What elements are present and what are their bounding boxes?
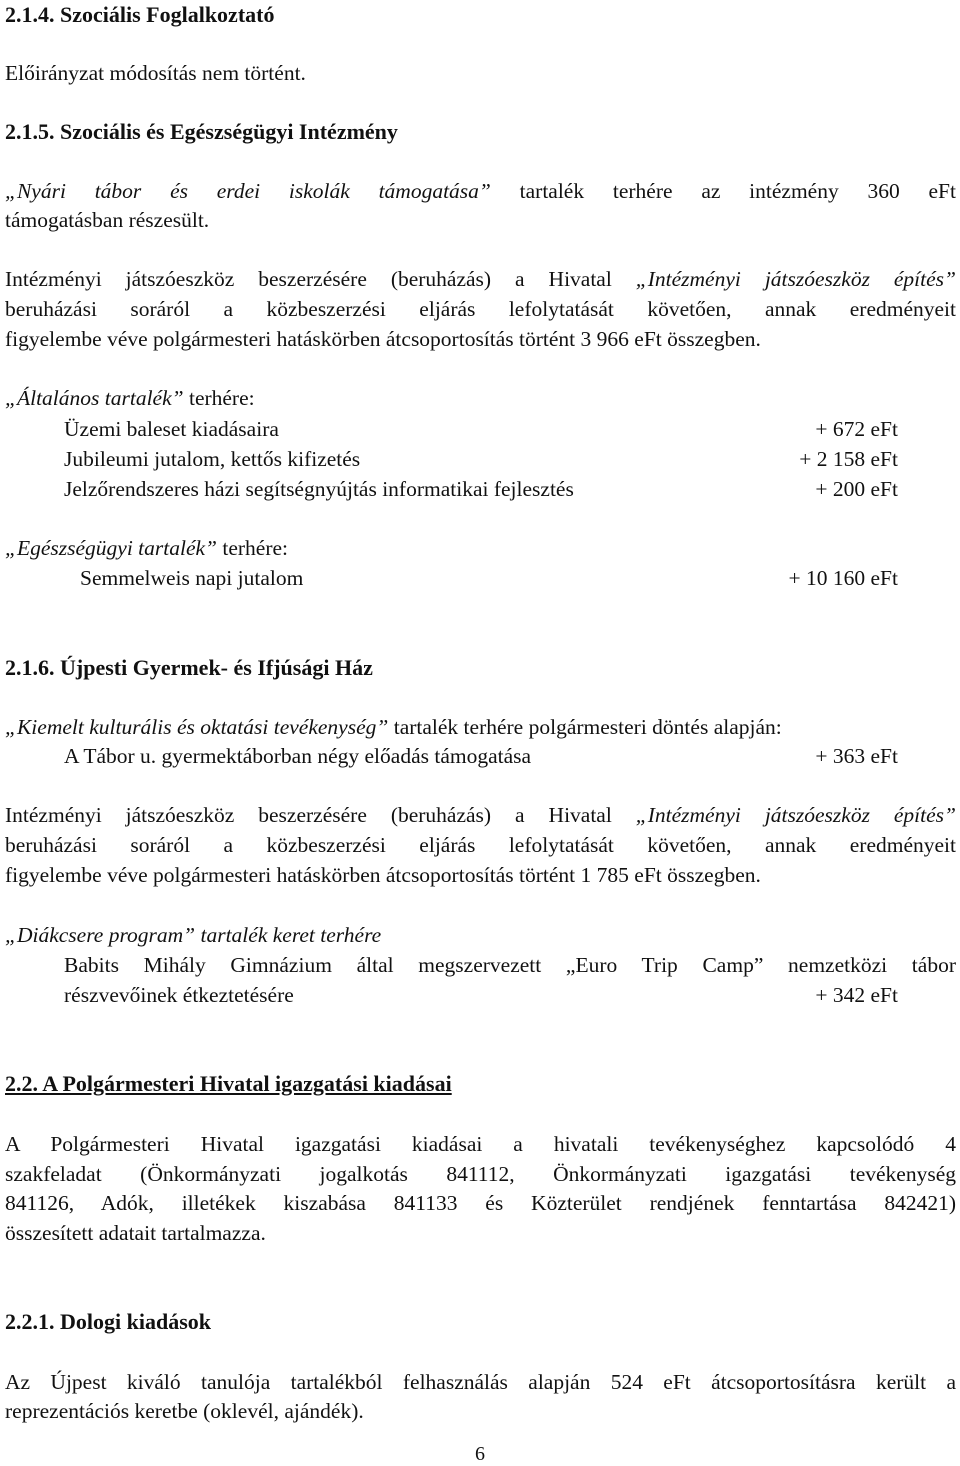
- paragraph-line: reprezentációs keretbe (oklevél, ajándék).: [5, 1399, 364, 1423]
- item-amount: + 10 160 eFt: [788, 566, 898, 590]
- reserve-heading: „Diákcsere program” tartalék keret terhére: [5, 923, 382, 947]
- item-amount: + 672 eFt: [815, 417, 898, 441]
- item-amount: + 2 158 eFt: [799, 447, 898, 471]
- reserve-heading: [5, 385, 255, 411]
- paragraph-line: figyelembe véve polgármesteri hatáskörben átcsoportosítás történt 3 966 eFt összegben.: [5, 327, 761, 351]
- item-label: Semmelweis napi jutalom: [80, 566, 304, 590]
- italic-reserve-name: „Egészségügyi tartalék”: [5, 536, 217, 560]
- item-label: Jubileumi jutalom, kettős kifizetés: [64, 447, 361, 471]
- paragraph-line: [5, 266, 956, 292]
- reserve-heading: [5, 535, 288, 561]
- text-run: Intézményi játszóeszköz beszerzésére (beruházás) a Hivatal: [5, 267, 636, 291]
- paragraph-line: támogatásban részesült.: [5, 208, 210, 232]
- paragraph-line: figyelembe véve polgármesteri hatáskörben átcsoportosítás történt 1 785 eFt összegben.: [5, 863, 761, 887]
- paragraph-line: beruházási soráról a közbeszerzési eljárás lefolytatását követően, annak eredményeit: [5, 297, 956, 321]
- paragraph-line: [5, 714, 782, 740]
- text-run: terhére:: [217, 536, 289, 560]
- item-amount: + 363 eFt: [815, 744, 898, 768]
- text-run: terhére:: [183, 386, 255, 410]
- item-label: Üzemi baleset kiadásaira: [64, 417, 279, 441]
- text-run: Intézményi játszóeszköz beszerzésére (beruházás) a Hivatal: [5, 803, 636, 827]
- italic-budget-line: „Intézményi játszóeszköz építés”: [635, 803, 957, 827]
- section-heading-2-2-1: 2.2.1. Dologi kiadások: [5, 1309, 211, 1334]
- item-label: részvevőinek étkeztetésére: [64, 983, 294, 1007]
- italic-reserve-name: „Általános tartalék”: [5, 386, 184, 410]
- page-number: 6: [475, 1443, 485, 1465]
- paragraph-line: összesített adatait tartalmazza.: [5, 1221, 266, 1245]
- paragraph-line: [5, 802, 956, 828]
- item-label: A Tábor u. gyermektáborban négy előadás támogatása: [64, 744, 532, 768]
- italic-budget-line: „Intézményi játszóeszköz építés”: [635, 267, 957, 291]
- item-amount: + 342 eFt: [815, 983, 898, 1007]
- paragraph-line: Az Újpest kiváló tanulója tartalékból felhasználás alapján 524 eFt átcsoportosításra került a: [5, 1370, 956, 1394]
- paragraph-line: 841126, Adók, illetékek kiszabása 841133 és Közterület rendjének fenntartása 842421): [5, 1191, 956, 1215]
- section-heading-2-2: 2.2. A Polgármesteri Hivatal igazgatási kiadásai: [5, 1071, 452, 1096]
- paragraph-2-1-4: Előirányzat módosítás nem történt.: [5, 61, 306, 85]
- section-heading-2-1-5: 2.1.5. Szociális és Egészségügyi Intézmény: [5, 119, 398, 144]
- italic-reserve-name: „Kiemelt kulturális és oktatási tevékenység”: [5, 715, 389, 739]
- text-run: tartalék terhére polgármesteri döntés alapján:: [388, 715, 782, 739]
- paragraph-line: szakfeladat (Önkormányzati jogalkotás 841112, Önkormányzati igazgatási tevékenység: [5, 1162, 956, 1186]
- italic-reserve-name: „Nyári tábor és erdei iskolák támogatása”: [5, 179, 491, 203]
- text-run: tartalék terhére az intézmény 360 eFt: [490, 179, 956, 203]
- item-label: Jelzőrendszeres házi segítségnyújtás informatikai fejlesztés: [64, 477, 574, 501]
- item-amount: + 200 eFt: [815, 477, 898, 501]
- paragraph-line: Babits Mihály Gimnázium által megszervezett „Euro Trip Camp” nemzetközi tábor: [64, 953, 956, 977]
- paragraph-line: beruházási soráról a közbeszerzési eljárás lefolytatását követően, annak eredményeit: [5, 833, 956, 857]
- paragraph-line: [5, 178, 956, 204]
- section-heading-2-1-6: 2.1.6. Újpesti Gyermek- és Ifjúsági Ház: [5, 655, 373, 680]
- section-heading-2-1-4: 2.1.4. Szociális Foglalkoztató: [5, 2, 275, 27]
- paragraph-line: A Polgármesteri Hivatal igazgatási kiadásai a hivatali tevékenységhez kapcsolódó 4: [5, 1132, 956, 1156]
